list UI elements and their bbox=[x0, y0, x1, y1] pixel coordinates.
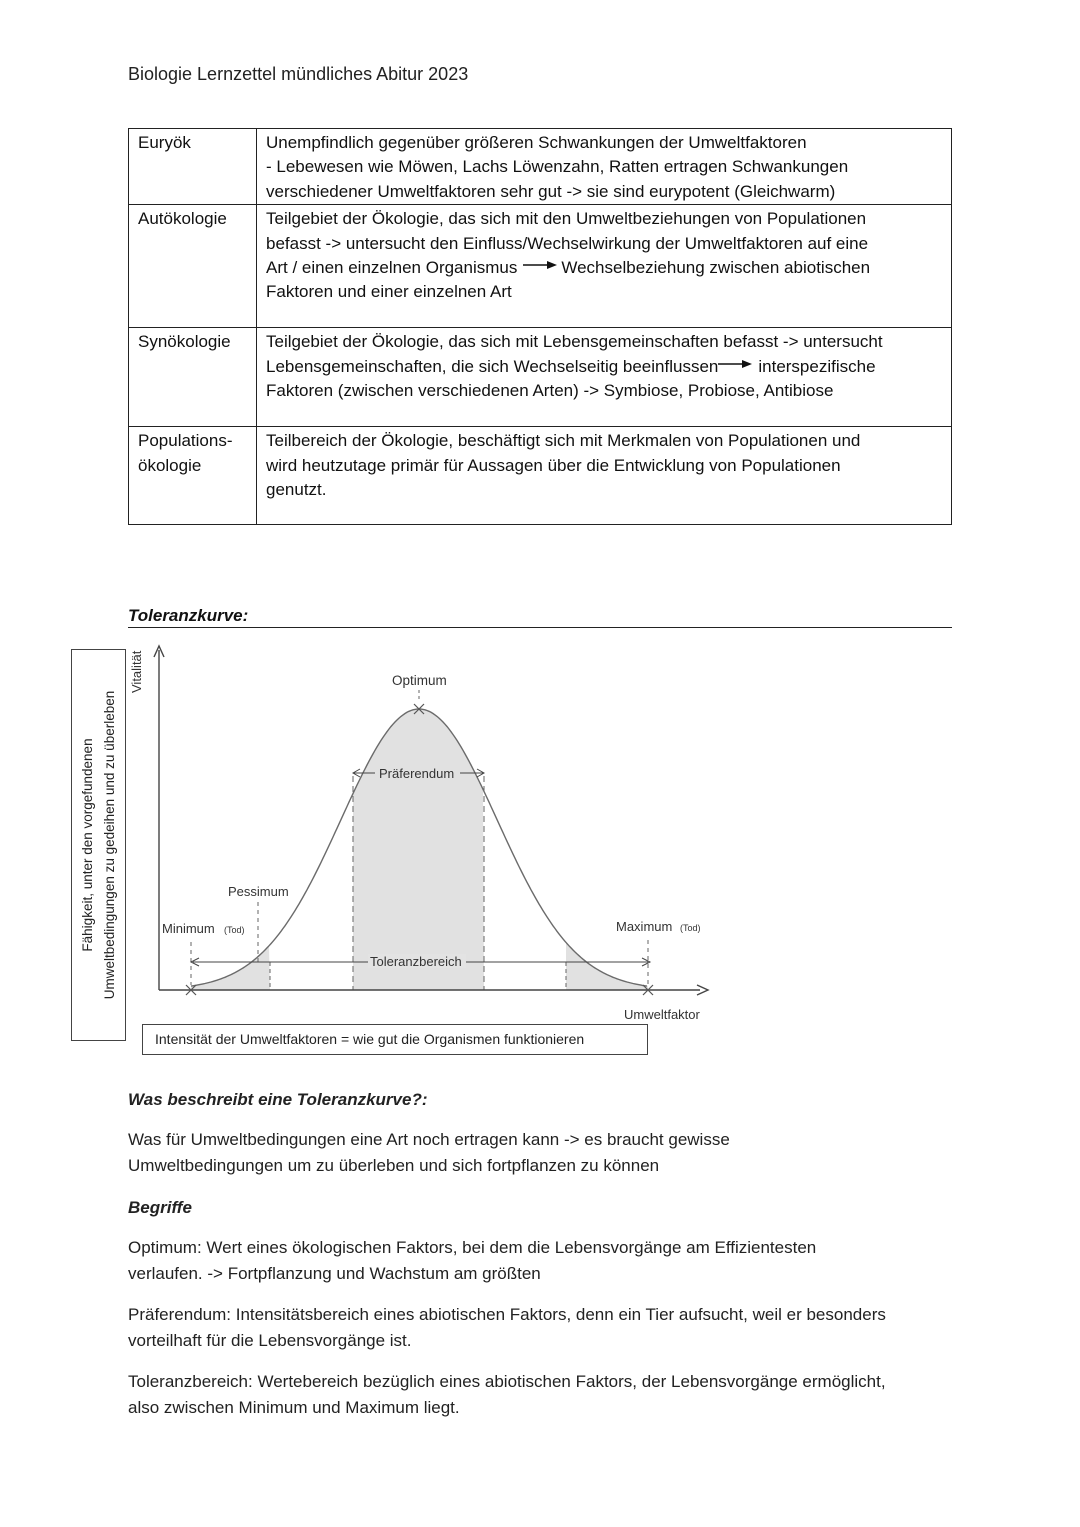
y-axis-label: Vitalität bbox=[129, 650, 144, 693]
definition-line: Unempfindlich gegenüber größeren Schwankungen der Umweltfaktoren bbox=[266, 133, 807, 152]
term-cell: Synökologie bbox=[129, 328, 257, 427]
side-label-line: Umweltbedingungen zu gedeihen und zu überleben bbox=[101, 690, 117, 1000]
maximum-tod-label: (Tod) bbox=[680, 923, 701, 933]
praeferendum-label: Präferendum bbox=[379, 766, 455, 781]
answer-line: Was für Umweltbedingungen eine Art noch ertragen kann -> es braucht gewisse bbox=[128, 1130, 730, 1149]
definition-line: Teilgebiet der Ökologie, das sich mit Lebensgemeinschaften befasst -> untersucht bbox=[266, 332, 883, 352]
term-line: Populations- bbox=[138, 431, 233, 451]
begriff-line: Optimum: Wert eines ökologischen Faktors, bei dem die Lebensvorgänge am Effizientesten bbox=[128, 1238, 817, 1257]
begriff-line: also zwischen Minimum und Maximum liegt. bbox=[128, 1398, 460, 1417]
definition-line: Teilbereich der Ökologie, beschäftigt sich mit Merkmalen von Populationen und bbox=[266, 431, 861, 451]
shaded-areas bbox=[191, 709, 648, 990]
begriff-line: Toleranzbereich: Wertebereich bezüglich eines abiotischen Faktors, der Lebensvorgänge ermöglicht, bbox=[128, 1372, 886, 1391]
definition-line: - Lebewesen wie Möwen, Lachs Löwenzahn, Ratten ertragen Schwankungen bbox=[266, 157, 849, 177]
term-cell: Autökologie bbox=[129, 205, 257, 328]
definition-text: Lebensgemeinschaften, die sich Wechselseitig beeinflussen bbox=[266, 356, 719, 376]
question-answer bbox=[128, 1127, 958, 1179]
side-label-line: Fähigkeit, unter den vorgefundenen bbox=[79, 738, 95, 952]
definition-line: verschiedener Umweltfaktoren sehr gut -> sie sind eurypotent (Gleichwarm) bbox=[266, 181, 836, 201]
pessimum-label: Pessimum bbox=[228, 884, 289, 899]
begriff-line: Präferendum: Intensitätsbereich eines abiotischen Faktors, denn ein Tier aufsucht, weil er besonders bbox=[128, 1305, 886, 1324]
minimum-tod-label: (Tod) bbox=[224, 925, 245, 935]
definition-line: Faktoren (zwischen verschiedenen Arten) -> Symbiose, Probiose, Antibiose bbox=[266, 381, 834, 401]
page-header: Biologie Lernzettel mündliches Abitur 2023 bbox=[128, 64, 469, 84]
chart-note-box: Intensität der Umweltfaktoren = wie gut die Organismen funktionieren bbox=[142, 1024, 648, 1055]
praeferendum-area bbox=[353, 709, 484, 990]
begriff-line: verlaufen. -> Fortpflanzung und Wachstum am größten bbox=[128, 1264, 541, 1283]
definition-text: interspezifische bbox=[758, 356, 876, 376]
definition-text: Wechselbeziehung zwischen abiotischen bbox=[561, 258, 871, 278]
term-line: ökologie bbox=[138, 455, 202, 475]
begriff-item bbox=[128, 1302, 958, 1354]
answer-line: Umweltbedingungen um zu überleben und sich fortpflanzen zu können bbox=[128, 1156, 660, 1175]
pessimum-right-area bbox=[566, 942, 648, 990]
definition-line: genutzt. bbox=[266, 480, 327, 500]
begriff-line: vorteilhaft für die Lebensvorgänge ist. bbox=[128, 1331, 412, 1350]
definition-line: befasst -> untersucht den Einfluss/Wechselwirkung der Umweltfaktoren auf eine bbox=[266, 233, 869, 253]
minimum-label: Minimum bbox=[162, 921, 215, 936]
toleranzbereich-label: Toleranzbereich bbox=[370, 954, 462, 969]
question-title: Was beschreibt eine Toleranzkurve?: bbox=[128, 1090, 428, 1109]
definition-line: Faktoren und einer einzelnen Art bbox=[266, 282, 512, 302]
begriff-item bbox=[128, 1369, 958, 1421]
definition-line: wird heutzutage primär für Aussagen über die Entwicklung von Populationen bbox=[266, 455, 841, 475]
begriffe-title: Begriffe bbox=[128, 1198, 192, 1217]
section-title: Toleranzkurve: bbox=[128, 606, 952, 628]
begriff-item bbox=[128, 1235, 958, 1287]
x-axis-label: Umweltfaktor bbox=[624, 1007, 700, 1022]
term-cell: Euryök bbox=[129, 129, 257, 205]
optimum-label: Optimum bbox=[392, 673, 447, 688]
maximum-label: Maximum bbox=[616, 919, 673, 934]
definition-line: Teilgebiet der Ökologie, das sich mit den Umweltbeziehungen von Populationen bbox=[266, 209, 867, 229]
definition-text: Art / einen einzelnen Organismus bbox=[266, 258, 518, 278]
